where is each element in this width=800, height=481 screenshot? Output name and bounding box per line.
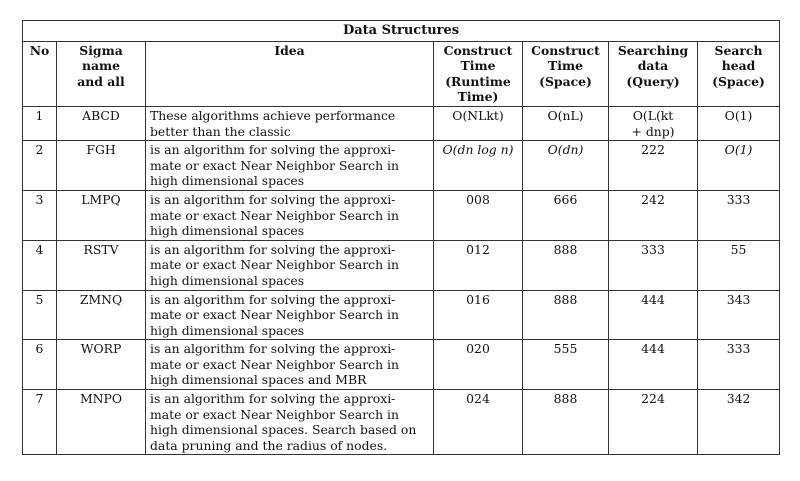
header-sigma-name: Sigma name and all [57, 41, 146, 106]
cell-query: 444 [609, 290, 698, 340]
cell-query: 224 [609, 390, 698, 455]
cell-construct-space: O(nL) [523, 106, 609, 140]
header-construct-time-runtime: Construct Time (Runtime Time) [434, 41, 523, 106]
cell-name: ZMNQ [57, 290, 146, 340]
table-row [23, 290, 780, 340]
table-row [23, 240, 780, 290]
cell-query: 242 [609, 190, 698, 240]
cell-no: 6 [23, 340, 57, 390]
cell-construct-runtime: 008 [434, 190, 523, 240]
table-row [23, 340, 780, 390]
cell-query: O(L(kt + dnp) [609, 106, 698, 140]
cell-no: 7 [23, 390, 57, 455]
cell-no: 3 [23, 190, 57, 240]
cell-idea: These algorithms achieve performance better than the classic [146, 106, 434, 140]
table-row [23, 190, 780, 240]
cell-name: LMPQ [57, 190, 146, 240]
cell-idea: is an algorithm for solving the approxi- mate or exact Near Neighbor Search in high dimensional spaces [146, 141, 434, 191]
cell-name: ABCD [57, 106, 146, 140]
cell-head-space: 342 [698, 390, 780, 455]
cell-head-space: O(1) [698, 106, 780, 140]
cell-query: 333 [609, 240, 698, 290]
header-construct-time-space: Construct Time (Space) [523, 41, 609, 106]
cell-no: 2 [23, 141, 57, 191]
table-header-row [23, 41, 780, 106]
cell-head-space: 343 [698, 290, 780, 340]
cell-no: 4 [23, 240, 57, 290]
cell-construct-space: 888 [523, 240, 609, 290]
cell-head-space: 333 [698, 340, 780, 390]
cell-construct-runtime: 020 [434, 340, 523, 390]
cell-construct-space: 555 [523, 340, 609, 390]
cell-no: 1 [23, 106, 57, 140]
cell-name: MNPO [57, 390, 146, 455]
table-row [23, 106, 780, 140]
table-row [23, 141, 780, 191]
cell-head-space: O(1) [698, 141, 780, 191]
header-idea: Idea [146, 41, 434, 106]
cell-construct-runtime: O(NLkt) [434, 106, 523, 140]
header-no: No [23, 41, 57, 106]
table-title-row [23, 21, 780, 42]
cell-no: 5 [23, 290, 57, 340]
header-search-head-space: Search head (Space) [698, 41, 780, 106]
table-row [23, 390, 780, 455]
cell-name: WORP [57, 340, 146, 390]
cell-construct-runtime: 024 [434, 390, 523, 455]
cell-construct-runtime: O(dn log n) [434, 141, 523, 191]
cell-head-space: 333 [698, 190, 780, 240]
table-title: Data Structures [23, 21, 780, 42]
header-searching-data-query: Searching data (Query) [609, 41, 698, 106]
cell-construct-space: O(dn) [523, 141, 609, 191]
cell-query: 222 [609, 141, 698, 191]
cell-construct-space: 888 [523, 390, 609, 455]
cell-idea: is an algorithm for solving the approxi- mate or exact Near Neighbor Search in high dimensional spaces [146, 290, 434, 340]
data-structures-table [22, 20, 780, 455]
cell-construct-space: 666 [523, 190, 609, 240]
cell-idea: is an algorithm for solving the approxi- mate or exact Near Neighbor Search in high dimensional spaces [146, 240, 434, 290]
cell-construct-space: 888 [523, 290, 609, 340]
cell-head-space: 55 [698, 240, 780, 290]
cell-construct-runtime: 012 [434, 240, 523, 290]
cell-idea: is an algorithm for solving the approxi- mate or exact Near Neighbor Search in high dimensional spaces. Search based on data pruning and the radius of nodes. [146, 390, 434, 455]
cell-name: RSTV [57, 240, 146, 290]
cell-construct-runtime: 016 [434, 290, 523, 340]
cell-idea: is an algorithm for solving the approxi- mate or exact Near Neighbor Search in high dimensional spaces [146, 190, 434, 240]
cell-query: 444 [609, 340, 698, 390]
cell-idea: is an algorithm for solving the approxi- mate or exact Near Neighbor Search in high dimensional spaces and MBR [146, 340, 434, 390]
cell-name: FGH [57, 141, 146, 191]
